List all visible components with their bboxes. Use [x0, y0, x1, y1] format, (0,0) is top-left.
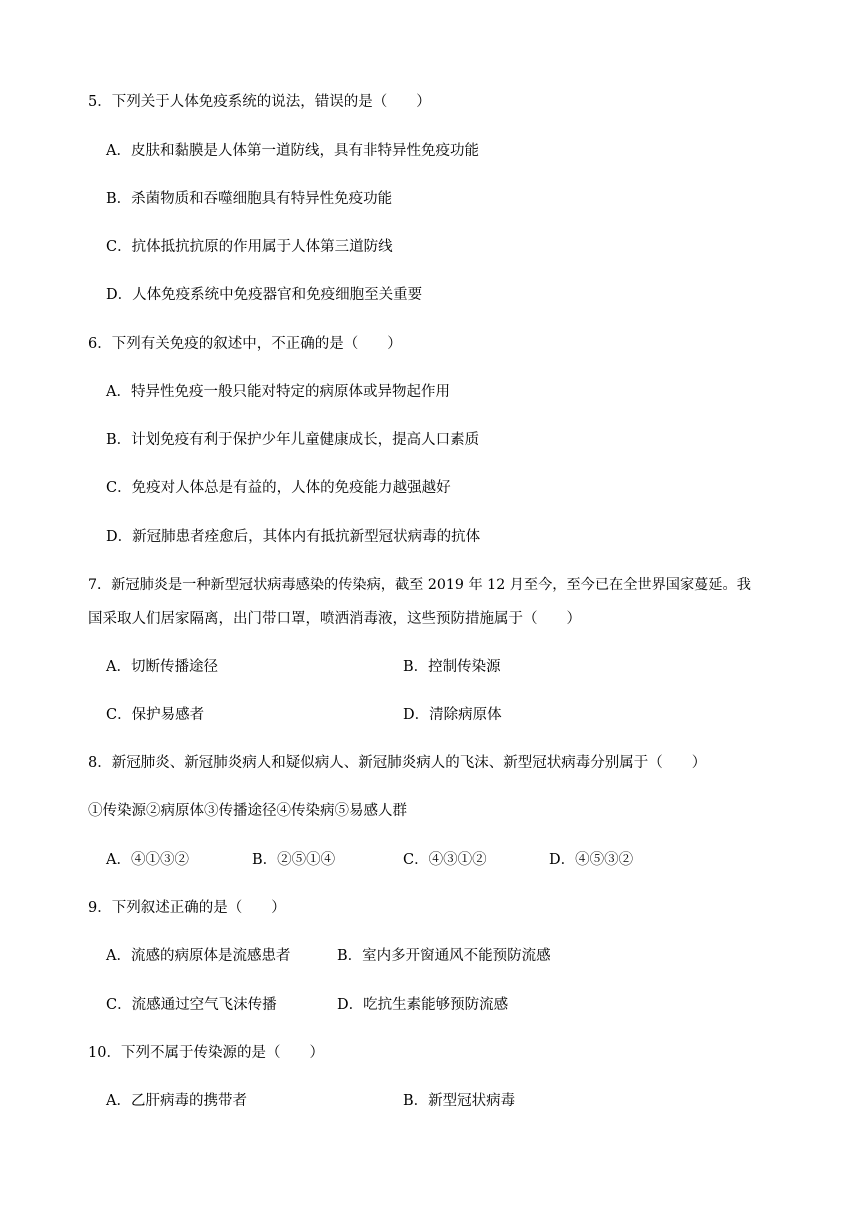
question-7-stem-line-1: 7．新冠肺炎是一种新型冠状病毒感染的传染病，截至 2019 年 12 月至今，至今已在全世界国家蔓延。我 — [88, 577, 751, 593]
question-6-stem: 6．下列有关免疫的叙述中，不正确的是（ ） — [88, 336, 402, 352]
question-5-option-c: C．抗体抵抗抗原的作用属于人体第三道防线 — [106, 239, 393, 255]
question-5-option-a: A．皮肤和黏膜是人体第一道防线，具有非特异性免疫功能 — [106, 143, 479, 159]
question-7-stem-line-2: 国采取人们居家隔离，出门带口罩，喷洒消毒液，这些预防措施属于（ ） — [88, 611, 581, 627]
question-7-option-a: A．切断传播途径 — [106, 659, 218, 675]
question-8-option-d: D．④⑤③② — [549, 852, 634, 868]
question-9-stem: 9．下列叙述正确的是（ ） — [88, 900, 286, 916]
question-9-option-d: D．吃抗生素能够预防流感 — [337, 997, 509, 1013]
question-10-option-b: B．新型冠状病毒 — [403, 1093, 516, 1109]
question-8-option-a: A．④①③② — [106, 852, 189, 868]
question-5-stem: 5．下列关于人体免疫系统的说法，错误的是（ ） — [88, 94, 431, 110]
question-9-option-c: C．流感通过空气飞沫传播 — [106, 997, 277, 1013]
question-10-option-a: A．乙肝病毒的携带者 — [106, 1093, 247, 1109]
question-6-option-c: C．免疫对人体总是有益的，人体的免疫能力越强越好 — [106, 480, 451, 496]
question-10-stem: 10．下列不属于传染源的是（ ） — [88, 1045, 324, 1061]
question-7-option-d: D．清除病原体 — [403, 707, 502, 723]
question-5-option-b: B．杀菌物质和吞噬细胞具有特异性免疫功能 — [106, 191, 393, 207]
question-8-option-c: C．④③①② — [403, 852, 487, 868]
question-7-option-c: C．保护易感者 — [106, 707, 205, 723]
question-6-option-a: A．特异性免疫一般只能对特定的病原体或异物起作用 — [106, 384, 450, 400]
question-8-stem: 8．新冠肺炎、新冠肺炎病人和疑似病人、新冠肺炎病人的飞沫、新型冠状病毒分别属于（ ） — [88, 755, 707, 771]
question-8-option-b: B．②⑤①④ — [252, 852, 336, 868]
question-9-option-b: B．室内多开窗通风不能预防流感 — [337, 948, 551, 964]
question-6-option-d: D．新冠肺患者痊愈后，其体内有抵抗新型冠状病毒的抗体 — [106, 529, 481, 545]
question-6-option-b: B．计划免疫有利于保护少年儿童健康成长，提高人口素质 — [106, 432, 480, 448]
question-8-choices: ①传染源②病原体③传播途径④传染病⑤易感人群 — [88, 803, 407, 819]
question-9-option-a: A．流感的病原体是流感患者 — [106, 948, 291, 964]
question-5-option-d: D．人体免疫系统中免疫器官和免疫细胞至关重要 — [106, 287, 423, 303]
question-7-option-b: B．控制传染源 — [403, 659, 501, 675]
